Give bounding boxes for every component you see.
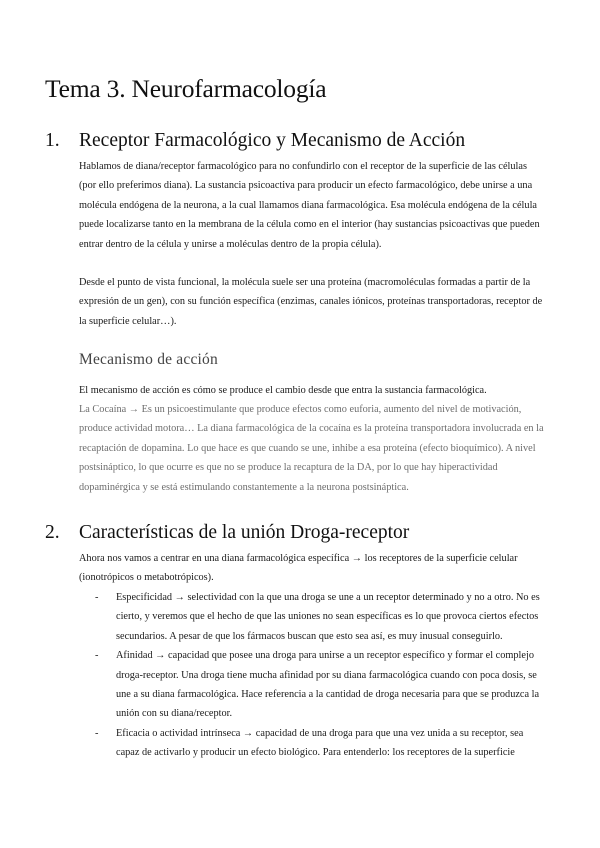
list-item <box>79 724 544 763</box>
section-number: 1. <box>45 130 60 151</box>
bullet-marker: - <box>95 727 99 739</box>
subsection-heading: Mecanismo de acción <box>79 351 218 368</box>
list-item-text: Afinidad → capacidad que posee una droga para unirse a un receptor específico y formar el complejo droga-receptor. Una droga tiene mucha afinidad por su diana farmacológica cuando con poca dosis, se une a su diana farmacológica. Hace referencia a la cantidad de droga necesaria para que se produzca la unión con su diana/receptor. <box>116 650 540 720</box>
document-title: Tema 3. Neurofarmacología <box>45 74 327 103</box>
example-paragraph: La Cocaína → Es un psicoestimulante que produce efectos como euforia, aumento del nivel de motivación, produce actividad motora… La diana farmacológica de la cocaína es la proteína transportadora involucrada en la recaptación de dopamina. Lo que hace es que cuando se une, inhibe a esa proteína (efecto bioquímico). A nivel postsináptico, lo que ocurre es que no se produce la recaptura de la DA, por lo que hay hiperactividad dopaminérgica y se está estimulando constantemente a la neurona postsináptica. <box>79 404 544 493</box>
bullet-marker: - <box>95 650 99 662</box>
body-paragraph: Ahora nos vamos a centrar en una diana farmacológica específica → los receptores de la superficie celular (ionotrópicos o metabotrópicos). <box>79 553 518 584</box>
list-item-text: Eficacia o actividad intrínseca → capacidad de una droga para que una vez unida a su receptor, sea capaz de activarlo y producir un efecto biológico. Para entenderlo: los receptores de la superficie <box>116 727 524 759</box>
body-paragraph: El mecanismo de acción es cómo se produce el cambio desde que entra la sustancia farmacológica. <box>79 385 487 396</box>
section-number: 2. <box>45 522 60 543</box>
characteristics-list <box>79 588 544 763</box>
list-item <box>79 646 544 724</box>
body-paragraph: Desde el punto de vista funcional, la molécula suele ser una proteína (macromoléculas formadas a partir de la expresión de un gen), con su función específica (enzimas, canales iónicos, proteínas transportadoras, receptor de la superficie celular…). <box>79 277 543 327</box>
list-item <box>79 588 544 646</box>
list-item-text: Especificidad → selectividad con la que una droga se une a un receptor determinado y no a otro. No es cierto, y veremos que el hecho de que las uniones no sean específicas es lo que provoca ciertos efectos secundarios. A pesar de que los fármacos buscan que esto sea así, es muy inusual conseguirlo. <box>116 592 540 642</box>
section-title: Características de la unión Droga-receptor <box>79 522 410 543</box>
body-paragraph: Hablamos de diana/receptor farmacológico para no confundirlo con el receptor de la superficie de las células (por ello preferimos diana). La sustancia psicoactiva para producir un efecto farmacológico, debe unirse a una molécula endógena de la neurona, a la cual llamamos diana farmacológica. Esa molécula endógena de la célula puede localizarse tanto en la membrana de la célula como en el interior (hay sustancias psicoactivas que pueden entrar dentro de la célula y unirse a moléculas dentro de la propia célula). <box>79 161 540 250</box>
bullet-marker: - <box>95 592 99 603</box>
section-title: Receptor Farmacológico y Mecanismo de Acción <box>79 130 466 151</box>
